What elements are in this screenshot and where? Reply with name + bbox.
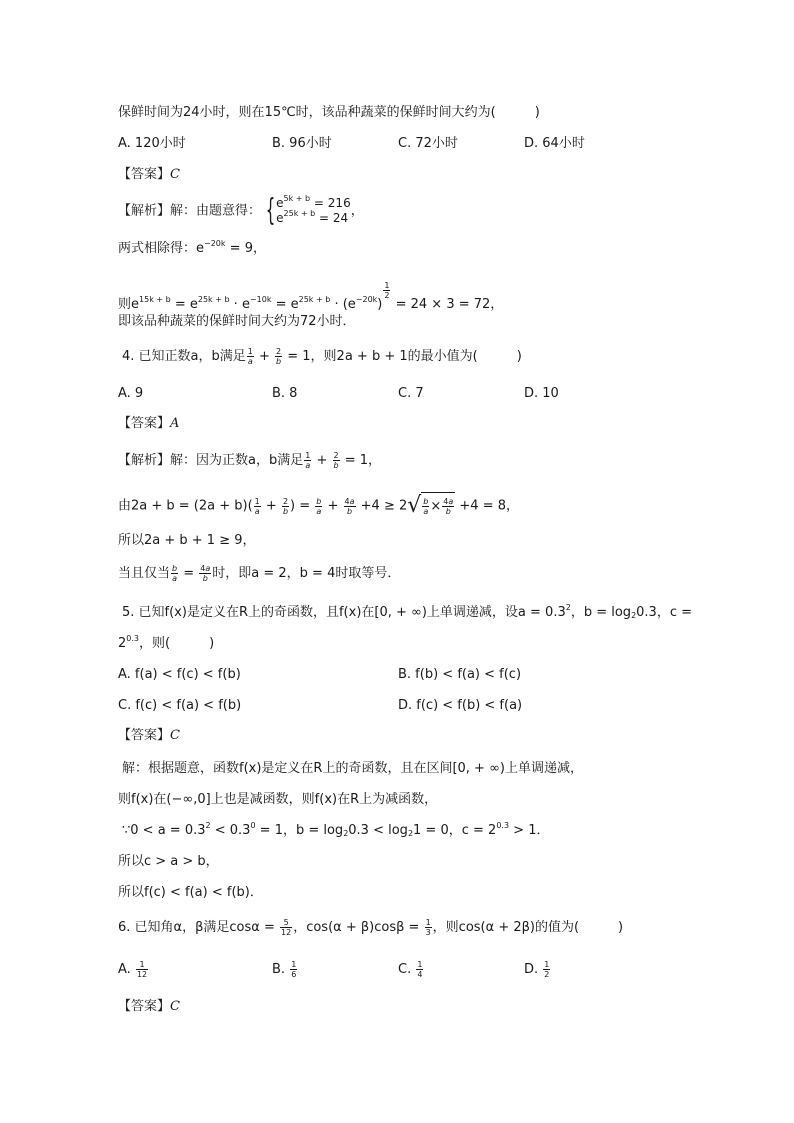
q5-solution-2: 则f(x)在(−∞,0]上也是减函数，则f(x)在R上为减函数， bbox=[118, 792, 438, 807]
q5-solution-5: 所以f(c) < f(a) < f(b)． bbox=[118, 885, 263, 900]
q5-solution-3: ∵0 < $a = 0.3^2 < 0.3^0 = 1$，$b = \log_20.3 < \log_21 = 0$，$c = 2^{0.3} > 1$． bbox=[122, 821, 550, 838]
q3-option-c: C. 72小时 bbox=[398, 136, 458, 151]
q4-equality-line: 当且仅当 $\frac{b}{a}$ = $\frac{4a}{b}$ 时，即a = 2，b = 4时取等号． bbox=[118, 564, 401, 583]
q5-stem-line1: 5. 已知f(x)是定义在R上的奇函数，且f(x)在[0, + ∞)上单调递减，设$a = 0.3^2$，$b = \log_20.3$，c = bbox=[122, 603, 693, 620]
q3-conclusion: 即该品种蔬菜的保鲜时间大约为72小时． bbox=[118, 314, 356, 329]
q5-solution-1: 解：根据题意，函数f(x)是定义在R上的奇函数，且在区间[0, + ∞)上单调递减， bbox=[122, 761, 583, 776]
q6-option-d: D. $\frac{1}{2}$ bbox=[524, 960, 550, 979]
answer-label: 【答案】 bbox=[118, 167, 171, 182]
q4-analysis: 【解析】解：因为正数a，b满足 $\frac{1}{a}$ + $\frac{2}{b}$ = 1， bbox=[118, 451, 382, 470]
q5-option-c: C. f(c) < f(a) < f(b) bbox=[118, 698, 242, 713]
q4-inequality-line: 由2a + b = (2a + b)( $\frac{1}{a}$ + $\frac{2}{b}$ ) = $\frac{b}{a}$ + $\frac{4a}{b}$ +4 ≥ 2√ $\frac{b}{a}$ × $\frac{4a}{b}$ +4 = 8， bbox=[118, 493, 519, 518]
q6-option-c: C. $\frac{1}{4}$ bbox=[398, 960, 423, 979]
q3-answer bbox=[118, 165, 180, 185]
q4-stem: 4. 已知正数a，b满足 $\frac{1}{a}$ + $\frac{2}{b}$ = 1，则2a + b + 1的最小值为( ) bbox=[122, 347, 522, 366]
equation-system: $e^{5k + b} = 216$ $e^{25k + b} = 24$ bbox=[276, 194, 351, 225]
answer-value: C bbox=[170, 167, 180, 182]
q3-option-b: B. 96小时 bbox=[272, 136, 332, 151]
q4-result-line: 所以2a + b + 1 ≥ 9， bbox=[118, 533, 256, 548]
q3-option-a: A. 120小时 bbox=[118, 136, 186, 151]
q3-option-d: D. 64小时 bbox=[524, 136, 585, 151]
q4-option-a: A. 9 bbox=[118, 386, 144, 401]
q3-stem: 保鲜时间为24小时，则在15℃时，该品种蔬菜的保鲜时间大约为( ) bbox=[118, 105, 540, 120]
q6-answer: 【答案】C bbox=[118, 999, 180, 1014]
q5-option-d: D. f(c) < f(b) < f(a) bbox=[398, 698, 523, 713]
q4-answer: 【答案】A bbox=[118, 416, 180, 431]
q4-option-d: D. 10 bbox=[524, 386, 559, 401]
q3-compute-line: 则$e^{15k + b} = e^{25k + b} \cdot e^{-10k} = e^{25k + b} \cdot (e^{-20k})$ $^{\frac{1}{2}}$ = 24 × 3 = 72， bbox=[118, 281, 504, 312]
q5-solution-4: 所以c > a > b， bbox=[118, 854, 219, 869]
q5-answer: 【答案】C bbox=[118, 728, 180, 743]
q6-option-b: B. $\frac{1}{6}$ bbox=[272, 960, 297, 979]
q6-stem: 6. 已知角α，β满足cosα = $\frac{5}{12}$ ，cos(α + β)cosβ = $\frac{1}{3}$ ，则cos(α + 2β)的值为( ) bbox=[118, 918, 624, 937]
q6-option-a: A. $\frac{1}{12}$ bbox=[118, 960, 148, 979]
analysis-intro: 解：由题意得： bbox=[170, 203, 262, 219]
q3-analysis: 【解析】解：由题意得： { $e^{5k + b} = 216$ $e^{25k + b} = 24$ ， bbox=[118, 193, 364, 228]
q4-option-c: C. 7 bbox=[398, 386, 424, 401]
q3-divide-line: 两式相除得：$e^{-20k} = 9$， bbox=[118, 239, 266, 256]
analysis-label: 【解析】 bbox=[118, 203, 171, 219]
q5-option-b: B. f(b) < f(a) < f(c) bbox=[398, 667, 522, 682]
q5-option-a: A. f(a) < f(c) < f(b) bbox=[118, 667, 241, 682]
q5-stem-line2: $2^{0.3}$，则( ) bbox=[118, 634, 215, 651]
q4-option-b: B. 8 bbox=[272, 386, 298, 401]
brace-symbol: { bbox=[265, 193, 276, 228]
sqrt-symbol: √ $\frac{b}{a}$ × $\frac{4a}{b}$ bbox=[407, 493, 454, 518]
